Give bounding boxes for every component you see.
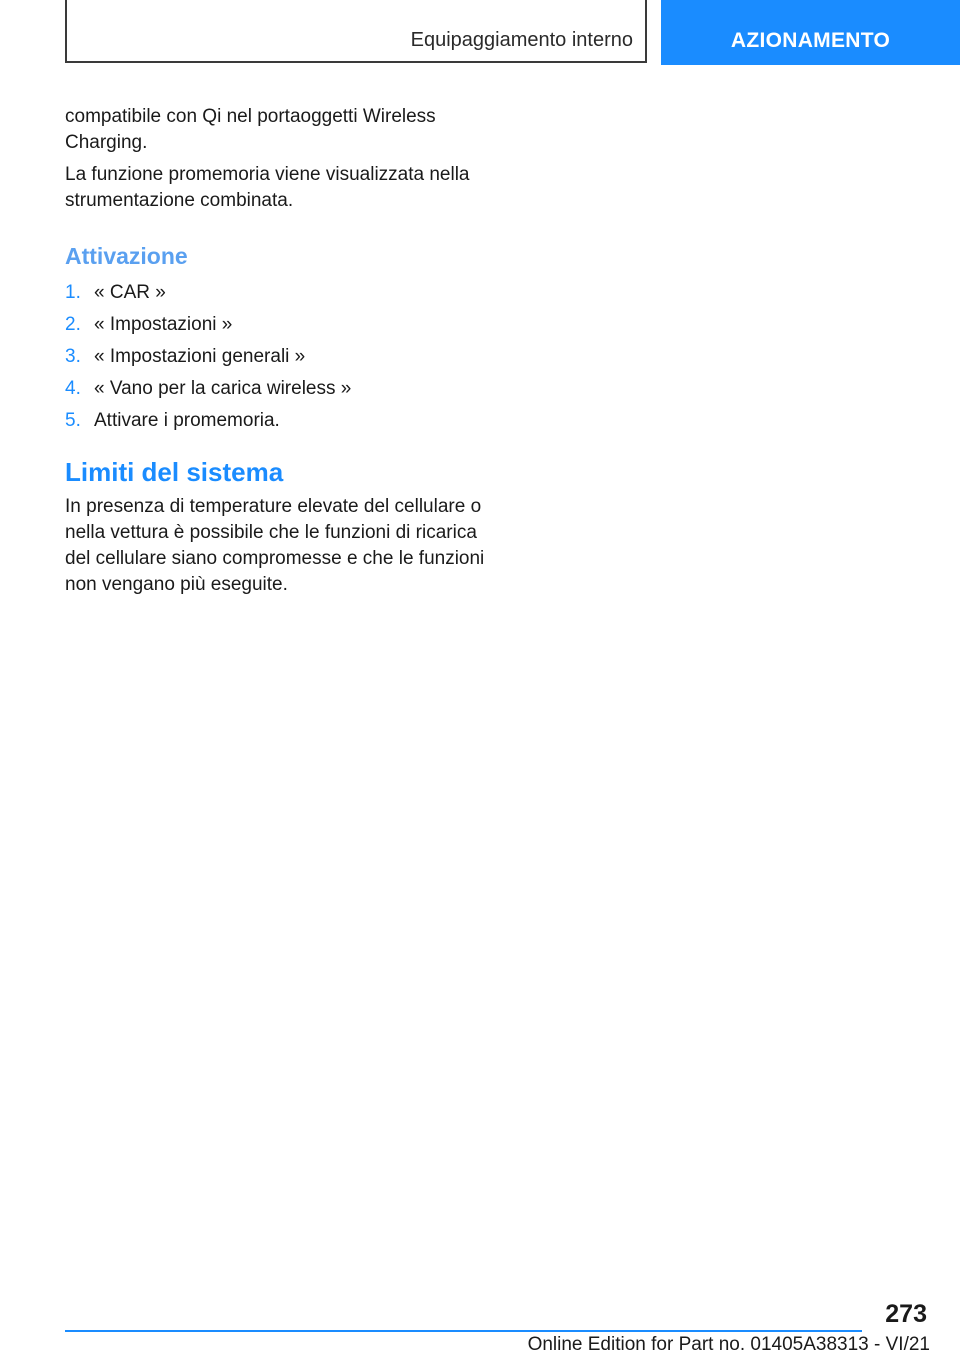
step-text: « Impostazioni » xyxy=(94,314,233,335)
page-number: 273 xyxy=(885,1300,927,1328)
footer-edition: Online Edition for Part no. 01405A38313 - VI/21 xyxy=(527,1334,930,1355)
step-text: Attivare i promemoria. xyxy=(94,410,280,431)
page-content xyxy=(65,104,485,604)
limits-paragraph: In presenza di temperature elevate del cellulare o nella vettura è possibile che le funzioni di ricarica del cellulare siano compromesse e che le funzioni non vengano più eseguite. xyxy=(65,496,485,595)
step-number: 1. xyxy=(65,282,81,303)
step-number: 2. xyxy=(65,314,81,335)
header-chapter-box xyxy=(65,0,647,63)
step-number: 4. xyxy=(65,378,81,399)
activation-heading: Attivazione xyxy=(65,243,188,269)
step-item xyxy=(65,280,485,306)
step-text: « Impostazioni generali » xyxy=(94,346,306,367)
step-item xyxy=(65,312,485,338)
step-number: 3. xyxy=(65,346,81,367)
intro-paragraph: La funzione promemoria viene visualizzata nella strumentazione combinata. xyxy=(65,164,470,211)
step-item xyxy=(65,344,485,370)
limits-heading: Limiti del sistema xyxy=(65,457,284,487)
step-text: « Vano per la carica wireless » xyxy=(94,378,352,399)
step-item xyxy=(65,408,485,434)
section-title: AZIONAMENTO xyxy=(730,29,891,52)
header-section-tab[interactable] xyxy=(661,0,960,65)
step-text: « CAR » xyxy=(94,282,166,303)
activation-steps xyxy=(65,280,485,434)
chapter-title: Equipaggiamento interno xyxy=(410,29,633,51)
step-item xyxy=(65,376,485,402)
step-number: 5. xyxy=(65,410,81,431)
intro-paragraph: compatibile con Qi nel portaoggetti Wireless Charging. xyxy=(65,106,436,153)
footer-divider xyxy=(65,1330,862,1332)
